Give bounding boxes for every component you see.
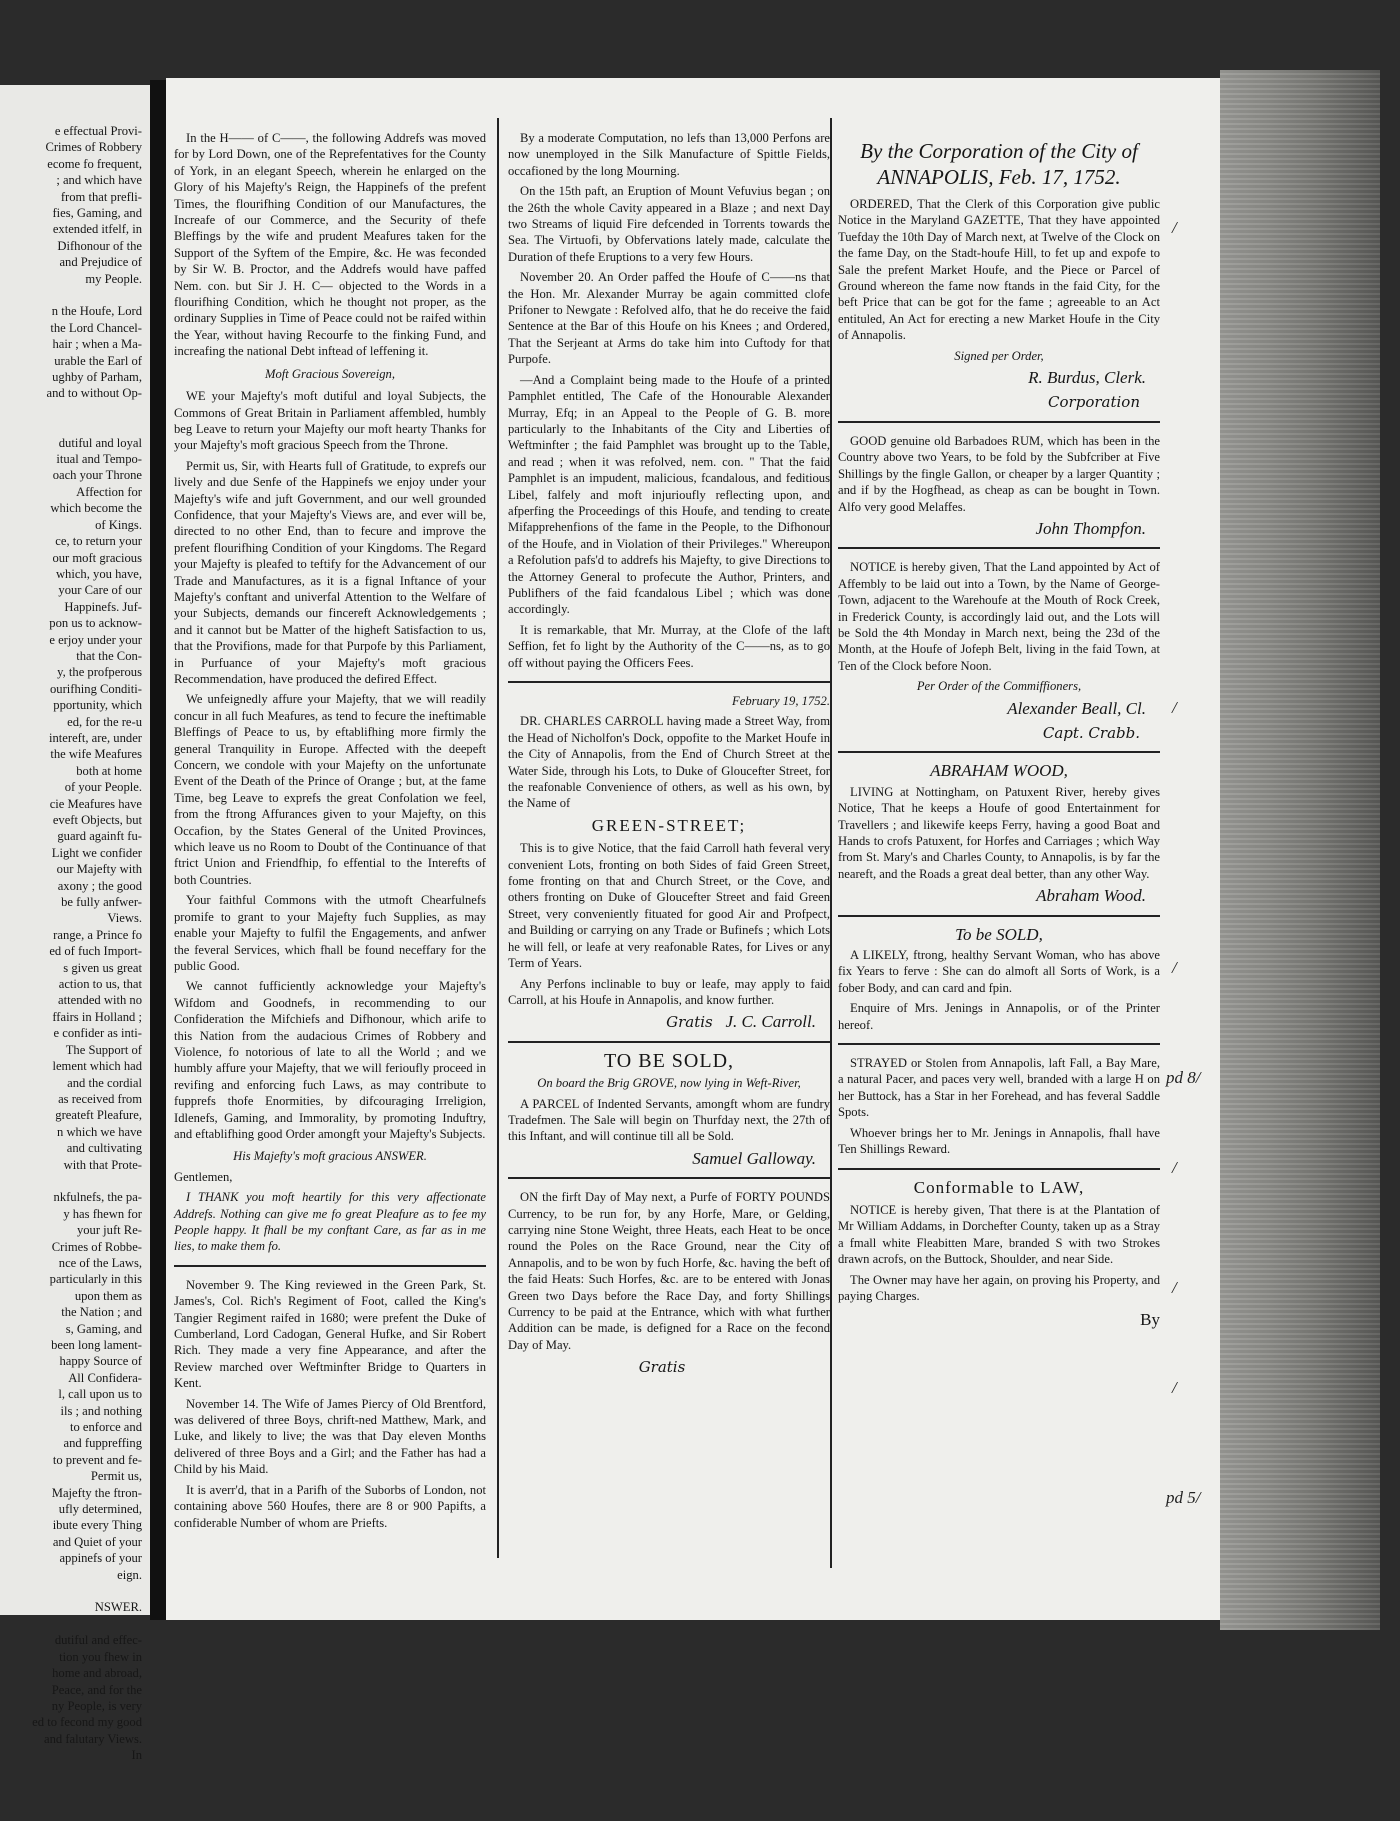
facing-page-text (4, 123, 142, 1764)
facing-page-line: n the Houfe, Lord (51, 304, 142, 319)
address-paragraph: We unfeignedly affure your Majefty, that we will readily concur in all fuch Meafures, as tend to fecure the ineftimable Bleffings of Peace to us, by eftablifhing more firmly the general Tranquility in Europe. Affected with the deepeft Concern, we condole with your Majefty on the unfortunate Event of the Death of the Prince of Orange ; but, at the fame Time, beg Leave to exprefs the great Confolation we feel, from the ftrong Affurances given to your Majefty, on this Occafion, by the States General of the United Provinces, which leave us no Room to Doubt of the Continuance of that ftrict Union and Friendfhip, fo effential to the Interefts of both Countries. (174, 692, 486, 887)
answer-salute: Gentlemen, (174, 1169, 233, 1184)
divider (838, 1168, 1160, 1170)
parliament-intro: In the H—— of C——, the following Addrefs was moved for by Lord Down, one of the Reprefentatives for the County of York, in an elegant Speech, wherein he enlarged on the Glory of his Majefty's Reign, the Happinefs of the prefent Times, the flourifhing Condition of our Manufactures, the Increafe of our Commerce, and the Security of thefe Bleffings by the wife and prudent Meafures taken for the Support of the Syftem of the Empire, &c. He was feconded by Sir W. B. Proctor, and the Addrefs would have paffed Nem. con. but Sir J. H. C— objected to the Words in a flourifhing Condition, which he thought not proper, as the ordinary Supplies in Time of Peace could not be raifed within the Year, without having Recourfe to the finking Fund, and increafing the national Debt inftead of leffening it. (174, 131, 486, 359)
facing-page-line: Crimes of Robbe- (51, 1239, 142, 1254)
catchword: By (1140, 1310, 1160, 1330)
news-paragraph: On the 15th paft, an Eruption of Mount Vefuvius began ; on the 26th the whole Cavity appeared in a Blaze ; and next Day two Streams of liquid Fire defcended in Torrents towards the Sea. The Virtuofi, by Obfervations lately made, calculate the Duration of thefe Eruptions to a very few Hours. (508, 184, 830, 264)
facing-page-line: with that Prote- (63, 1157, 142, 1172)
facing-page-line: e confider as inti- (53, 1026, 142, 1041)
facing-page-line: lement which had (52, 1059, 142, 1074)
sale-heading: TO BE SOLD, (603, 1049, 735, 1072)
news-item: November 9. The King reviewed in the Green Park, St. James's, Col. Rich's Regiment of Foot, called the King's Tangier Regiment raifed in 1680; were prefent the Duke of Cumberland, Lord Cadogan, General Hufke, and Sir Robert Rich. They made a very fine Appearance, and after the Review marched over Weftminfter Bridge to Quarters in Kent. (174, 1277, 486, 1391)
facing-page-line: fies, Gaming, and (52, 206, 142, 221)
news-paragraph: November 20. An Order paffed the Houfe of C——ns that the Hon. Mr. Alexander Murray be again committed clofe Prifoner to Newgate : Refolved alfo, that he do receive the faid Sentence at the Bar of this Houfe on his Knees ; and Ordered, That the Serjeant at Arms do take him into Cuftody for that Purpofe. (508, 270, 830, 367)
news-items (174, 1277, 486, 1531)
corporation-heading (838, 138, 1160, 190)
facing-page-line: Crimes of Robbery (45, 140, 142, 155)
sold-heading: To be SOLD, (955, 924, 1043, 944)
facing-page-line: In (131, 1748, 142, 1763)
facing-page-line: nkfulnefs, the pa- (53, 1190, 142, 1205)
facing-page-line: l, call upon us to (58, 1387, 142, 1402)
facing-page-line: nce of the Laws, (58, 1255, 142, 1270)
divider (838, 915, 1160, 917)
facing-page-line: s given us great (63, 960, 142, 975)
facing-page-line: range, a Prince fo (53, 927, 142, 942)
facing-page-line: that the Con- (76, 648, 142, 663)
margin-tick: / (1172, 1278, 1177, 1297)
facing-page-line: s, Gaming, and (65, 1321, 142, 1336)
facing-page-line: tion you fhew in (59, 1649, 142, 1664)
address-paragraph: WE your Majefty's moft dutiful and loyal Subjects, the Commons of Great Britain in Parliament affembled, humbly beg Leave to return your Majefty our moft hearty Thanks for your Majefty's moft gracious Speech from the Throne. (174, 389, 486, 453)
facing-page-line: our Majefty with (56, 862, 142, 877)
facing-page-line (4, 1173, 142, 1189)
salutation: Moft Gracious Sovereign, (265, 366, 395, 381)
law-heading: Conformable to LAW, (913, 1177, 1085, 1197)
facing-page-line: the Lord Chancel- (50, 320, 142, 335)
facing-page-line: cie Meafures have (49, 796, 142, 811)
facing-page-line: Happinefs. Juf- (64, 599, 142, 614)
facing-page-line: pportunity, which (53, 698, 142, 713)
news-item: November 14. The Wife of James Piercy of Old Brentford, was delivered of three Boys, chrift-ned Matthew, Mark, and Luke, and likely to live; the was that Day eleven Months delivered of three Boys and a Girl; and the Father has had a Child by his Maid. (174, 1396, 486, 1477)
facing-page-line: y, the profperous (57, 665, 142, 680)
strayed-reward: Whoever brings her to Mr. Jenings in Annapolis, fhall have Ten Shillings Reward. (838, 1125, 1160, 1157)
gratis-note: Gratis (638, 1358, 686, 1377)
facing-page-line: NSWER. (94, 1600, 142, 1615)
facing-page-line: Light we confider (51, 845, 142, 860)
stray-mare-notice: NOTICE is hereby given, That there is at the Plantation of Mr William Addams, in Dorchefter County, taken up as a Stray a fmall white Fleabitten Mare, branded S with two Strokes drawn acrofs, on the Buttock, Shoulder, and near Side. (838, 1202, 1160, 1267)
facing-page-line: ce, to return your (55, 534, 142, 549)
facing-page-fragment (0, 85, 150, 1763)
facing-page-line: as received from (58, 1091, 142, 1106)
facing-page-line: Majefty the ftron- (51, 1485, 142, 1500)
divider (508, 1041, 830, 1043)
facing-page-line: eign. (117, 1567, 142, 1582)
facing-page-line (4, 1616, 142, 1632)
corporation-heading-line-1: By the Corporation of the City of (860, 139, 1138, 163)
facing-page-line: oach your Throne (52, 468, 142, 483)
thompson-signature: John Thompfon. (1035, 518, 1146, 538)
divider (838, 421, 1160, 423)
column-rule (497, 118, 499, 1558)
facing-page-line: ecome fo frequent, (47, 156, 142, 171)
address-paragraph: Permit us, Sir, with Hearts full of Gratitude, to exprefs our lively and due Senfe of the Happinefs we enjoy under your Majefty's wife and juft Government, and our well grounded Confidence, that your Majefty's Views are, and ever will be, directed to no other End, than to fecure and improve the prefent flourifhing Condition of your Kingdoms. The Regard your Majefty is pleafed to teftify for the Advancement of our Trade and Manufactures, as it is a fignal Inftance of your Majefty's conftant and univerfal Attention to the Welfare of your Subjects, demands our fincereft Acknowledgements ; and it cannot but be Matter of the higheft Satisfaction to us, that the Provifions, made for that Purpofe by this Parliament, in Purfuance of your Majefty's moft gracious Recommendation, have produced the defired Effect. (174, 458, 486, 686)
margin-tick: / (1172, 1378, 1177, 1397)
facing-page-line: ughby of Parham, (52, 370, 142, 385)
facing-page-line: which become the (50, 501, 142, 516)
facing-page-line: itual and Tempo- (56, 452, 142, 467)
wood-heading: ABRAHAM WOOD, (930, 761, 1068, 781)
margin-tick: / (1172, 218, 1177, 237)
payment-note: pd 8/ (1166, 1068, 1201, 1087)
facing-page-line: guard againft fu- (57, 829, 142, 844)
facing-page-line: Permit us, (90, 1469, 142, 1484)
facing-page-line: ffairs in Holland ; (52, 1009, 142, 1024)
facing-page-line: of Kings. (95, 517, 142, 532)
race-advert: ON the firft Day of May next, a Purfe of FORTY POUNDS Currency, to be run for, by any Horfe, Mare, or Gelding, carrying nine Stone Weight, three Heats, each Heat to be once round the Poles on the Race Ground, near the City of Annapolis, and to be won by fuch Horfe, &c. having the beft of the faid Heats: Such Horfes, &c. are to be entered with Jonas Green two Days before the Race Day, and forty Shillings Currency to be paid at the Entrance, which with what further Addition can be made, is defigned for a Race on the fecond Day of May. (508, 1190, 830, 1352)
burdus-handwritten-note: Corporation (1048, 393, 1140, 412)
facing-page-line: n which we have (57, 1124, 142, 1139)
facing-page-line: be fully anfwer- (61, 895, 142, 910)
facing-page-line: been long lament- (51, 1338, 142, 1352)
facing-page-line: ed, for the re-u (67, 714, 142, 729)
facing-page-line: happy Source of (59, 1354, 142, 1369)
news-paragraph: It is remarkable, that Mr. Murray, at the Clofe of the laft Seffion, fet fo light by the Authority of the C——ns, as to go off without paying the Officers Fees. (508, 622, 830, 670)
facing-page-line: ed to fecond my good (32, 1715, 142, 1730)
facing-page-line: and to without Op- (46, 386, 142, 401)
facing-page-line: ufly determined, (58, 1502, 142, 1517)
divider (838, 547, 1160, 549)
news-paragraph: By a moderate Computation, no lefs than 13,000 Perfons are now unemployed in the Silk Manufacture of Spittle Fields, occafioned by the long Mourning. (508, 131, 830, 178)
news-item: It is averr'd, that in a Parifh of the Suborbs of London, not containing above 560 Houfes, there are 8 or 900 Papifts, a confiderable Number of whom are Priefts. (174, 1482, 486, 1530)
answer-heading: His Majefty's moft gracious ANSWER. (233, 1149, 427, 1164)
page-edge (1220, 70, 1380, 1630)
margin-tick: / (1172, 1158, 1177, 1177)
beall-signature: Alexander Beall, Cl. (1007, 698, 1146, 718)
facing-page-line: All Confidera- (68, 1370, 142, 1385)
facing-page-line: home and abroad, (52, 1666, 142, 1681)
facing-page-line: Difhonour of the (57, 238, 142, 253)
rum-advert: GOOD genuine old Barbadoes RUM, which has been in the Country above two Years, to be fold by the Subfcriber at Five Shillings by the fingle Gallon, or cheaper by a larger Quantity ; and if by the Hogfhead, as cheap as can be bought in Town. Alfo very good Melaffes. (838, 433, 1160, 514)
column-1 (174, 130, 486, 1535)
ordered-notice: ORDERED, That the Clerk of this Corporation give public Notice in the Maryland GAZETTE, That they have appointed Tuefday the 10th Day of March next, at Twelve of the Clock on the fame Day, on the Stadt-houfe Hill, to fet up and expofe to Sale the prefent Market Houfe, and the Piece or Parcel of Ground whereon the fame now ftands in the faid City, for the beft Price that can be got for the fame ; agreeable to an Act entituled, An Act for erecting a new Market Houfe in the City of Annapolis. (838, 197, 1160, 343)
divider (838, 1043, 1160, 1045)
facing-page-line (4, 1583, 142, 1599)
signed-line: Signed per Order, (954, 348, 1044, 363)
strayed-advert: STRAYED or Stolen from Annapolis, laft Fall, a Bay Mare, a natural Pacer, and paces very well, branded with a large H on her Buttock, has a Star in her Forehead, and has feveral Saddle Spots. (838, 1056, 1160, 1120)
address-paragraph: We cannot fufficiently acknowledge your Majefty's Wifdom and Goodnefs, in recommending to our Confideration the Mifchiefs and Difhonour, which arife to this Nation from the audacious Crimes of Robbery and Violence, fo notorious of late to all the World ; and we humbly affure your Majefty, that we will ferioufly proceed in revifing and enforcing fuch Laws, as may contribute to fupprefs thofe Enormities, by difcouraging Irreligion, Idlenefs, Gaming, and Immorality, by promoting Induftry, and eftablifhing good Order amongft your Majefty's Subjects. (174, 979, 486, 1141)
facing-page-line: and fuppreffing (63, 1436, 142, 1451)
wood-advert: LIVING at Nottingham, on Patuxent River, hereby gives Notice, That he keeps a Houfe of good Entertainment for Travellers ; and likewife keeps Ferry, having a good Boat and Hands to crofs Patuxent, for Horfes and Carriages ; which Way from St. Mary's and Charles County, to Annapolis, is by far the neareft, and the Roads a great deal better, than any other Way. (838, 784, 1160, 881)
carroll-advert: DR. CHARLES CARROLL having made a Street Way, from the Head of Nicholfon's Dock, oppofite to the Market Houfe in the City of Annapolis, from the End of Church Street at the Water Side, through his Lots, to Duke of Gloucefter Street, for the reafonable Convenience of others, as well as his own, by the Name of (508, 714, 830, 811)
commissioners-line: Per Order of the Commiffioners, (916, 679, 1082, 694)
facing-page-line: intereft, are, under (48, 730, 142, 745)
facing-page-line: the Nation ; and (61, 1305, 142, 1320)
answer-text: I THANK you moft heartily for this very affectionate Addrefs. Nothing can give me fo great Pleafure as to fee my People happy. It fhall be my conftant Care, as far as in me lies, to make them fo. (174, 1190, 486, 1254)
facing-page-line: urable the Earl of (54, 353, 142, 368)
facing-page-line: particularly in this (49, 1272, 142, 1287)
sale-subheading: On board the Brig GROVE, now lying in Weft-River, (537, 1076, 801, 1091)
facing-page-line: your Care of our (58, 583, 142, 598)
georgetown-notice: NOTICE is hereby given, That the Land appointed by Act of Affembly to be laid out into a Town, by the Name of George-Town, adjacent to the Warehoufe at the Mouth of Rock Creek, in Frederick County, is accordingly laid out, and the Lots will be Sold the 4th Monday in March next, being the 23d of the Month, at the Houfe of Jofeph Belt, living in the faid Town, at Ten of the Clock before Noon. (838, 560, 1160, 673)
address-paragraph: Your faithful Commons with the utmoft Chearfulnefs promife to grant to your Majefty fuch Supplies, as may enable your Majefty to fulfil the Engagements, and anfwer the feveral Services, which fhall be found neceffary for the public Good. (174, 893, 486, 973)
facing-page-line: extended itfelf, in (52, 222, 142, 237)
servant-woman-enquire: Enquire of Mrs. Jenings in Annapolis, or of the Printer hereof. (838, 1001, 1160, 1032)
wood-signature: Abraham Wood. (1036, 886, 1146, 906)
beall-handwritten-note: Capt. Crabb. (1042, 723, 1140, 742)
carroll-notice-2: Any Perfons inclinable to buy or leafe, may apply to faid Carroll, at his Houfe in Annapolis, and know further. (508, 976, 830, 1007)
divider (508, 1177, 830, 1179)
facing-page-line: hair ; when a Ma- (52, 337, 142, 352)
facing-page-line: y has fhewn for (63, 1206, 142, 1221)
facing-page-line: action to us, that (58, 977, 142, 992)
facing-page-line: Peace, and for the (51, 1682, 142, 1697)
carroll-date: February 19, 1752. (732, 694, 830, 708)
facing-page-line: which, you have, (55, 566, 142, 581)
facing-page-line: of your People. (64, 780, 142, 795)
stray-owner-note: The Owner may have her again, on proving his Property, and paying Charges. (838, 1272, 1160, 1303)
facing-page-line: The Support of (65, 1042, 142, 1057)
commons-address (174, 388, 486, 1142)
carroll-name: J. C. Carroll. (725, 1012, 816, 1032)
facing-page-line: attended with no (58, 993, 142, 1008)
column-rule (830, 118, 832, 1568)
column-3 (838, 138, 1160, 1329)
facing-page-line: dutiful and effec- (54, 1633, 142, 1648)
servant-woman-advert: A LIKELY, ftrong, healthy Servant Woman, who has above fix Years to ferve : She can do almoft all Sorts of Work, is a fober Body, and can card and fpin. (838, 948, 1160, 995)
burdus-signature: R. Burdus, Clerk. (1028, 368, 1146, 388)
facing-page-line: upon them as (74, 1288, 142, 1303)
facing-page-line: e erjoy under your (49, 632, 142, 647)
payment-note: pd 5/ (1166, 1488, 1201, 1507)
divider (508, 681, 830, 683)
facing-page-line: Views. (107, 911, 142, 926)
facing-page-line: and cultivating (66, 1141, 142, 1156)
facing-page-line: and falutary Views. (44, 1731, 142, 1746)
facing-page-line: and Quiet of your (52, 1534, 142, 1549)
galloway-signature: Samuel Galloway. (692, 1148, 816, 1168)
newspaper-page (166, 78, 1220, 1620)
facing-page-line (4, 402, 142, 418)
servants-advert: A PARCEL of Indented Servants, amongft whom are fundry Tradefmen. The Sale will begin on Thurfday next, the 27th of this Inftant, and will continue till all be Sold. (508, 1096, 830, 1144)
divider (174, 1265, 486, 1267)
street-name: GREEN-STREET; (591, 815, 747, 835)
facing-page-line: appinefs of your (59, 1551, 142, 1566)
divider (838, 751, 1160, 753)
news-paragraph: —And a Complaint being made to the Houfe of a printed Pamphlet entitled, The Cafe of the Honourable Alexander Murray, Efq; in an Appeal to the People of G. B. more particularly to the Inhabitants of the City and Liberties of Weftminfter ; the faid Pamphlet was brought up to the Table, and read ; when it was refolved, nem. con. " That the faid Pamphlet is an impudent, malicious, fcandalous, and feditious Libel, falfely and moft injurioufly reflecting upon, and afperfing the Proceedings of this Houfe, and tending to create Mifapprehenfions of the fame in the People, to the Difhonour of the Houfe, and in Violation of their Privileges." Whereupon a Refolution pafs'd to addrefs his Majefty, to give Directions to the Attorney General to profecute the Author, Printers, and Publifhers of the faid fcandalous Libel ; which was done accordingly. (508, 372, 830, 617)
facing-page-line: ed of fuch Import- (49, 944, 142, 959)
facing-page-line: your juft Re- (76, 1223, 142, 1238)
facing-page-line: and the cordial (67, 1075, 142, 1090)
facing-page-line: to enforce and (69, 1420, 142, 1435)
column-2 (508, 130, 830, 1384)
facing-page-line (4, 418, 142, 434)
facing-page-line: from that prefli- (60, 189, 142, 204)
facing-page-line: and Prejudice of (59, 255, 142, 270)
gratis-note: Gratis (666, 1013, 713, 1032)
race-gratis-note (508, 1359, 816, 1375)
facing-page-line: the wife Meafures (50, 747, 142, 762)
facing-page-line: e effectual Provi- (54, 124, 142, 138)
facing-page-line: ourifhing Conditi- (50, 681, 142, 696)
book-gutter (150, 80, 166, 1620)
facing-page-line: dutiful and loyal (58, 435, 142, 450)
carroll-notice: This is to give Notice, that the faid Carroll hath feveral very convenient Lots, fronting on both Sides of faid Green Street, fome fronting on that and Church Street, or the Cove, and others fronting on Duke of Gloucefter Street and faid Green Street, very conveniently fituated for good Air and Profpect, and Building or carrying on any Trade or Bufinefs ; which Lots he will fell, or leafe at very reafonable Rates, for Lives or any Term of Years. (508, 841, 830, 971)
facing-page-line: to prevent and fe- (52, 1452, 142, 1467)
margin-tick: / (1172, 958, 1177, 977)
facing-page-line: ibute every Thing (52, 1518, 142, 1533)
facing-page-line: both at home (76, 763, 142, 778)
facing-page-line: ; and which have (56, 173, 142, 188)
facing-page-line: greateft Pleafure, (55, 1108, 142, 1123)
carroll-signature (508, 1014, 816, 1030)
facing-page-line: my People. (85, 271, 142, 286)
news-paragraphs (508, 130, 830, 671)
facing-page-line: ny People, is very (51, 1698, 142, 1713)
facing-page-line: eveft Objects, but (52, 813, 142, 828)
facing-page-line: our moft gracious (52, 550, 142, 565)
facing-page-line: ils ; and nothing (60, 1403, 142, 1418)
facing-page-line: Affection for (76, 484, 142, 499)
facing-page-line: pon us to acknow- (49, 616, 142, 631)
facing-page-line: axony ; the good (57, 878, 142, 893)
margin-tick: / (1172, 698, 1177, 717)
corporation-heading-line-2: ANNAPOLIS, Feb. 17, 1752. (877, 165, 1121, 189)
facing-page-line (4, 287, 142, 303)
